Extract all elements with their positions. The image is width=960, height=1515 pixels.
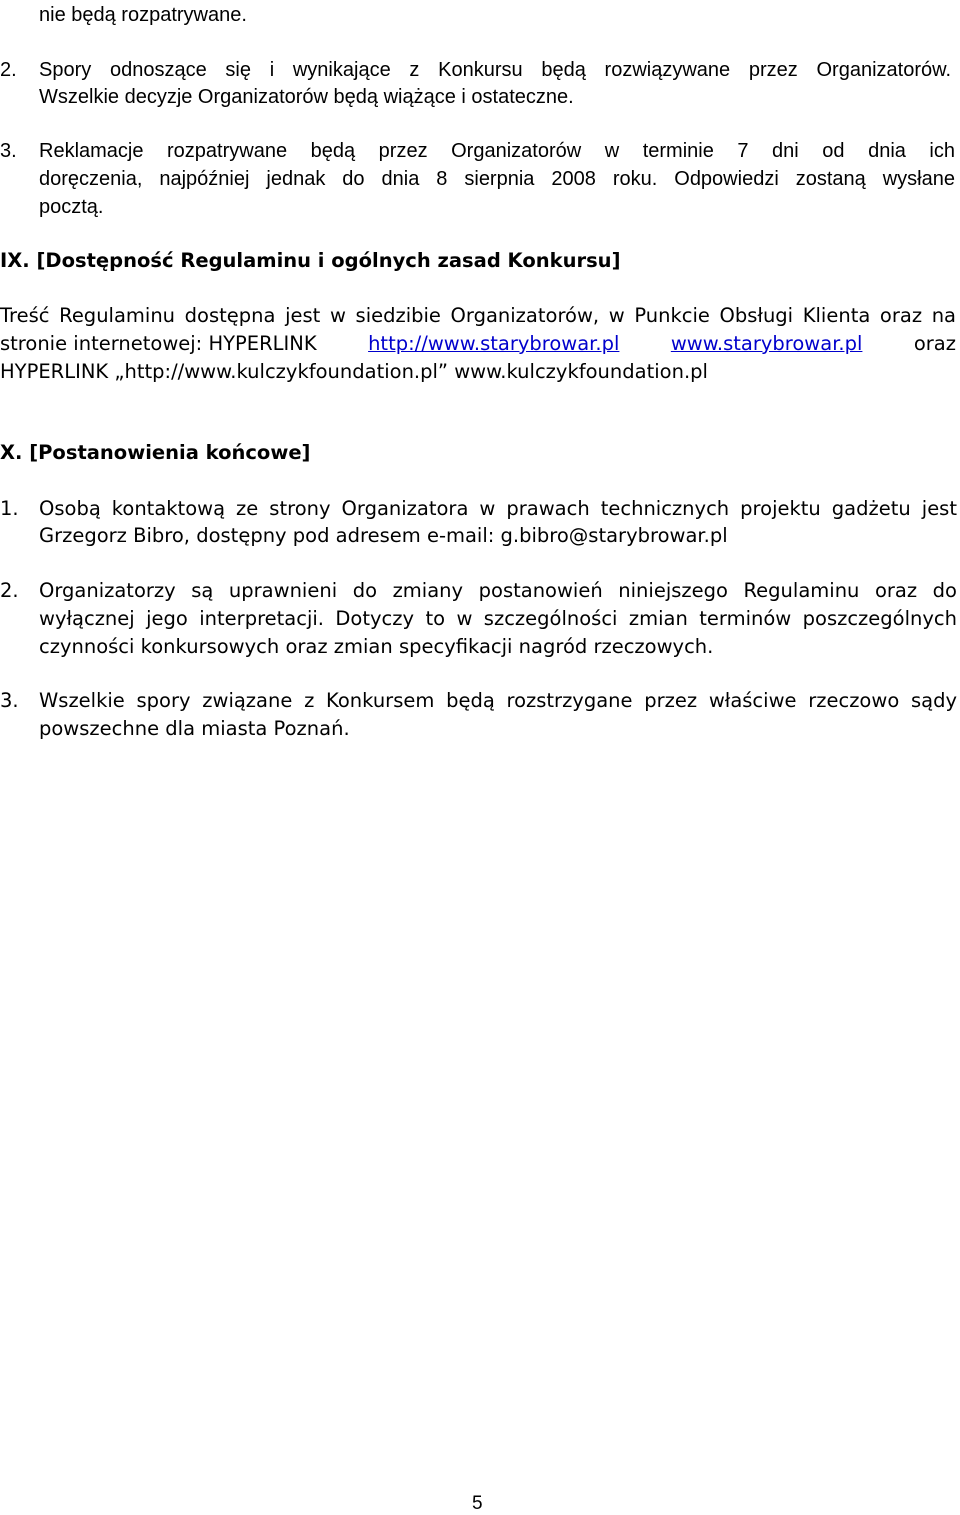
- paragraph-line: Grzegorz Bibro, dostępny pod adresem e-mail: g.bibro@starybrowar.pl: [39, 524, 728, 547]
- paragraph-line: Treść Regulaminu dostępna jest w siedzibie Organizatorów, w Punkcie Obsługi Klienta oraz na: [0, 304, 956, 327]
- paragraph-line: wyłącznej jego interpretacji. Dotyczy to w szczególności zmian terminów poszczególnych: [39, 607, 957, 630]
- paragraph-line-with-links: [0, 331, 956, 357]
- paragraph-line: Wszelkie decyzje Organizatorów będą wiążące i ostateczne.: [39, 86, 574, 108]
- starybrowar-www-link[interactable]: www.starybrowar.pl: [670, 332, 863, 355]
- page-number: 5: [472, 1493, 483, 1514]
- section-heading: IX. [Dostępność Regulaminu i ogólnych zasad Konkursu]: [0, 249, 621, 272]
- link-suffix-text: oraz: [913, 332, 956, 355]
- paragraph-line: czynności konkursowych oraz zmian specyfikacji nagród rzeczowych.: [39, 635, 714, 658]
- paragraph-line: Osobą kontaktową ze strony Organizatora w prawach technicznych projektu gadżetu jest: [39, 497, 957, 520]
- starybrowar-url-link[interactable]: http://www.starybrowar.pl: [368, 332, 620, 355]
- prev-item-line: nie będą rozpatrywane.: [39, 4, 247, 26]
- paragraph-line: doręczenia, najpóźniej jednak do dnia 8 sierpnia 2008 roku. Odpowiedzi zostaną wysłane: [39, 168, 955, 190]
- item-number: 3.: [0, 689, 19, 712]
- paragraph-line: HYPERLINK „http://www.kulczykfoundation.pl” www.kulczykfoundation.pl: [0, 360, 708, 383]
- paragraph-line: Spory odnoszące się i wynikające z Konkursu będą rozwiązywane przez Organizatorów.: [39, 59, 951, 81]
- item-number: 1.: [0, 497, 19, 520]
- link-prefix-text: stronie internetowej: HYPERLINK: [0, 332, 317, 355]
- paragraph-line: powszechne dla miasta Poznań.: [39, 717, 350, 740]
- paragraph-line: pocztą.: [39, 196, 104, 218]
- item-number: 3.: [0, 140, 17, 162]
- paragraph-line: Organizatorzy są uprawnieni do zmiany postanowień niniejszego Regulaminu oraz do: [39, 579, 957, 602]
- item-number: 2.: [0, 59, 17, 81]
- section-heading: X. [Postanowienia końcowe]: [0, 441, 311, 464]
- paragraph-line: Wszelkie spory związane z Konkursem będą rozstrzygane przez właściwe rzeczowo sądy: [39, 689, 957, 712]
- item-number: 2.: [0, 579, 19, 602]
- paragraph-line: Reklamacje rozpatrywane będą przez Organizatorów w terminie 7 dni od dnia ich: [39, 140, 955, 162]
